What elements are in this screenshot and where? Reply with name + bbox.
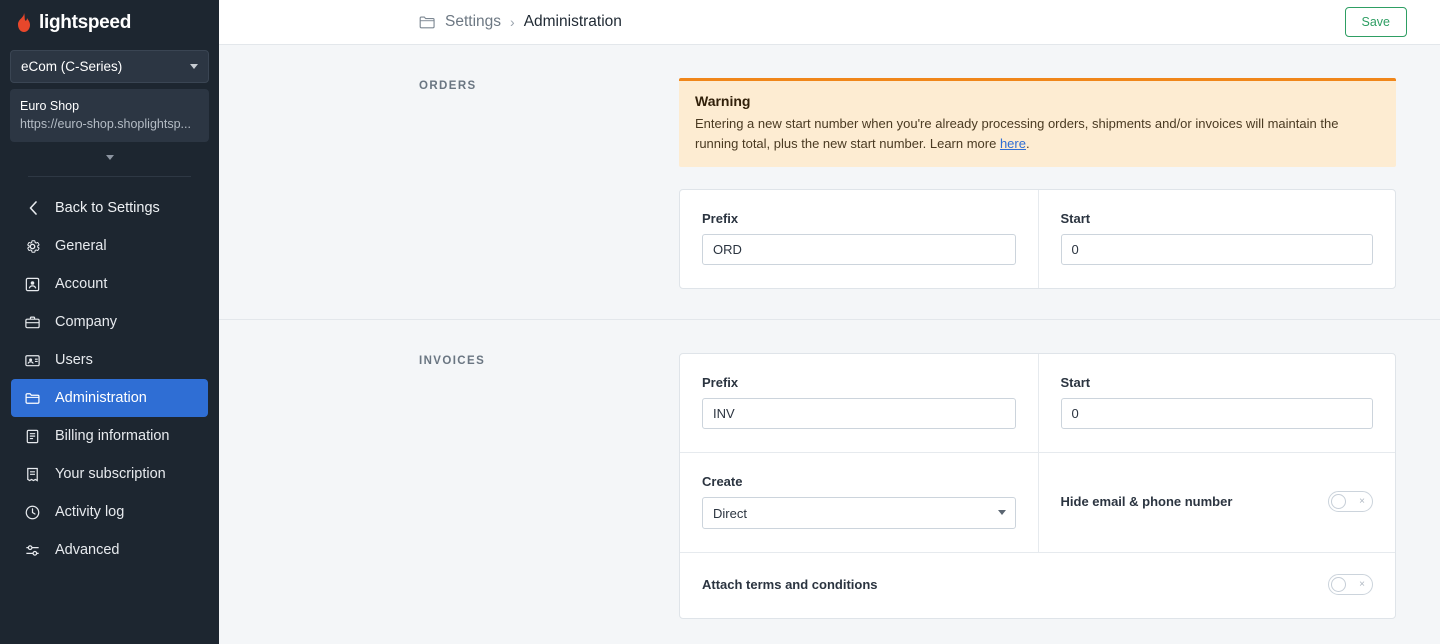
shop-expand-button[interactable] bbox=[0, 142, 219, 172]
sidebar-item-activity-log[interactable] bbox=[11, 493, 208, 531]
warning-text-before: Entering a new start number when you're already processing orders, shipments and/or invoices will maintain the running total, plus the new start number. Learn more bbox=[695, 116, 1339, 151]
sidebar-item-label: Billing information bbox=[55, 428, 170, 445]
breadcrumb-root[interactable]: Settings bbox=[445, 13, 502, 30]
sidebar-item-general[interactable] bbox=[11, 227, 208, 265]
clock-icon bbox=[23, 503, 42, 522]
toggle-off-mark: × bbox=[1359, 579, 1365, 590]
topbar bbox=[219, 0, 1440, 45]
warning-title: Warning bbox=[695, 93, 751, 109]
sidebar-item-label: Your subscription bbox=[55, 466, 166, 483]
brand bbox=[0, 0, 219, 45]
hide-contact-label: Hide email & phone number bbox=[1060, 494, 1233, 509]
save-button[interactable]: Save bbox=[1345, 7, 1408, 37]
invoices-numbering-row bbox=[680, 354, 1395, 452]
attach-terms-toggle[interactable] bbox=[1328, 574, 1373, 595]
orders-start-label: Start bbox=[1060, 211, 1091, 226]
chevron-left-icon bbox=[23, 199, 42, 218]
toggle-knob bbox=[1331, 577, 1346, 592]
invoices-prefix-label: Prefix bbox=[702, 375, 739, 390]
learn-more-link[interactable]: here bbox=[999, 135, 1026, 151]
brand-name: lightspeed bbox=[39, 11, 132, 33]
sidebar-item-administration[interactable] bbox=[11, 379, 208, 417]
users-icon bbox=[23, 351, 42, 370]
folder-icon bbox=[419, 15, 436, 30]
section-label-invoices: INVOICES bbox=[419, 355, 486, 367]
toggle-off-mark: × bbox=[1359, 496, 1365, 507]
invoices-create-row bbox=[680, 452, 1395, 552]
current-shop-card[interactable] bbox=[10, 89, 209, 142]
section-invoices bbox=[219, 320, 1440, 644]
orders-prefix-cell bbox=[680, 190, 1038, 288]
toggle-knob bbox=[1331, 494, 1346, 509]
warning-text bbox=[695, 114, 1380, 153]
flame-logo-icon bbox=[15, 13, 32, 33]
invoices-create-label: Create bbox=[702, 474, 743, 489]
sidebar-item-label: General bbox=[55, 238, 107, 255]
invoices-prefix-input[interactable] bbox=[702, 398, 1016, 429]
orders-numbering-row bbox=[680, 190, 1395, 288]
invoices-start-cell bbox=[1038, 354, 1396, 452]
invoices-settings-card bbox=[679, 353, 1396, 619]
orders-numbering-card bbox=[679, 189, 1396, 289]
orders-start-input[interactable] bbox=[1061, 234, 1374, 265]
sidebar-item-account[interactable] bbox=[11, 265, 208, 303]
section-label-orders: ORDERS bbox=[419, 80, 477, 92]
section-orders bbox=[219, 45, 1440, 320]
sidebar-item-billing-information[interactable] bbox=[11, 417, 208, 455]
sidebar-item-company[interactable] bbox=[11, 303, 208, 341]
sidebar-item-users[interactable] bbox=[11, 341, 208, 379]
settings-content bbox=[219, 45, 1440, 644]
sidebar-item-your-subscription[interactable] bbox=[11, 455, 208, 493]
gear-icon bbox=[23, 237, 42, 256]
briefcase-icon bbox=[23, 313, 42, 332]
sidebar-item-label: Account bbox=[55, 276, 108, 293]
sidebar-item-label: Administration bbox=[55, 390, 147, 407]
chevron-down-icon bbox=[190, 64, 198, 69]
sidebar-item-back-to-settings[interactable] bbox=[11, 189, 208, 227]
sidebar bbox=[0, 0, 219, 644]
orders-prefix-label: Prefix bbox=[702, 211, 739, 226]
sidebar-divider bbox=[28, 176, 191, 177]
sidebar-item-label: Advanced bbox=[55, 542, 120, 559]
hide-email-phone-toggle[interactable] bbox=[1328, 491, 1373, 512]
chevron-down-icon bbox=[106, 155, 114, 160]
invoices-terms-row bbox=[680, 552, 1395, 618]
attach-terms-label: Attach terms and conditions bbox=[702, 577, 878, 592]
warning-text-after: . bbox=[1025, 135, 1030, 151]
receipt-icon bbox=[23, 465, 42, 484]
sidebar-item-label: Back to Settings bbox=[55, 200, 160, 217]
hide-contact-cell bbox=[1038, 453, 1396, 552]
invoices-create-select-wrap bbox=[702, 497, 1016, 529]
section-body-invoices bbox=[679, 353, 1396, 619]
sidebar-item-label: Users bbox=[55, 352, 93, 369]
breadcrumb-separator: › bbox=[510, 14, 515, 30]
sidebar-nav bbox=[0, 189, 219, 569]
warning-banner bbox=[679, 78, 1396, 167]
invoices-start-input[interactable] bbox=[1061, 398, 1374, 429]
main-area bbox=[219, 0, 1440, 644]
section-body-orders bbox=[679, 78, 1396, 289]
sliders-icon bbox=[23, 541, 42, 560]
orders-prefix-input[interactable] bbox=[702, 234, 1016, 265]
breadcrumb-current: Administration bbox=[523, 13, 622, 30]
shop-url: https://euro-shop.shoplightsp... bbox=[20, 117, 191, 132]
account-card-icon bbox=[23, 275, 42, 294]
orders-start-cell bbox=[1038, 190, 1396, 288]
sidebar-item-label: Company bbox=[55, 314, 118, 331]
invoice-icon bbox=[23, 427, 42, 446]
invoices-create-cell bbox=[680, 453, 1038, 552]
sidebar-item-label: Activity log bbox=[55, 504, 125, 521]
breadcrumb bbox=[419, 13, 622, 31]
invoices-prefix-cell bbox=[680, 354, 1038, 452]
shop-selector[interactable] bbox=[10, 50, 209, 83]
folder-icon bbox=[23, 389, 42, 408]
sidebar-item-advanced[interactable] bbox=[11, 531, 208, 569]
attach-terms-cell bbox=[680, 553, 1395, 618]
shop-selector-label: eCom (C-Series) bbox=[21, 59, 123, 74]
invoices-create-select[interactable] bbox=[702, 497, 1016, 529]
shop-name: Euro Shop bbox=[20, 99, 80, 113]
invoices-start-label: Start bbox=[1060, 375, 1091, 390]
